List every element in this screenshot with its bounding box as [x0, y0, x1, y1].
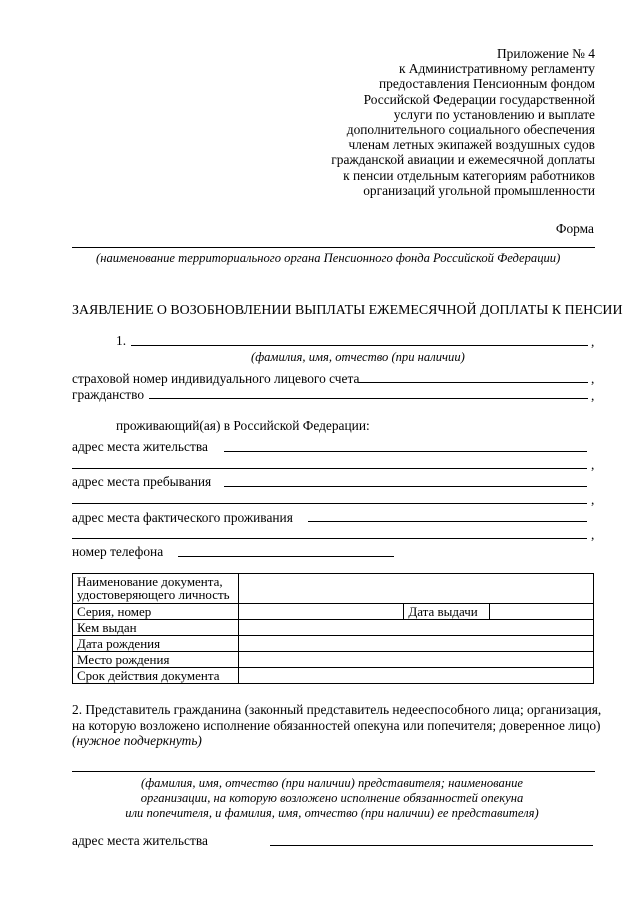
- series-number-label: Серия, номер: [73, 604, 239, 620]
- comma: ,: [591, 388, 595, 403]
- section1-number: 1.: [116, 333, 127, 348]
- issue-date-label: Дата выдачи: [404, 604, 490, 620]
- address-actual-field[interactable]: [308, 521, 587, 522]
- address-actual-label: адрес места фактического проживания: [72, 510, 293, 525]
- form-label: Форма: [555, 221, 594, 236]
- header-line: гражданской авиации и ежемесячной доплаты: [331, 152, 595, 168]
- doc-name-label-line2: удостоверяющего личность: [77, 587, 230, 602]
- snils-field[interactable]: [358, 382, 588, 383]
- representative-caption-line1: (фамилия, имя, отчество (при наличии) представителя; наименование: [141, 776, 523, 790]
- header-line: Приложение № 4: [496, 46, 595, 61]
- table-row: [73, 620, 594, 636]
- address-stay-field[interactable]: [224, 486, 587, 487]
- doc-name-label: Наименование документа,: [77, 574, 223, 589]
- birth-date-field[interactable]: [238, 636, 593, 652]
- header-line: к пенсии отдельным категориям работников: [343, 167, 595, 183]
- section2-underline-hint: (нужное подчеркнуть): [72, 733, 202, 748]
- birth-place-field[interactable]: [238, 652, 593, 668]
- table-row: [73, 668, 594, 684]
- validity-label: Срок действия документа: [73, 668, 239, 684]
- representative-field[interactable]: [72, 771, 595, 772]
- issued-by-field[interactable]: [238, 620, 593, 636]
- citizenship-field[interactable]: [149, 398, 588, 399]
- header-line: Российской Федерации государственной: [363, 91, 595, 107]
- phone-label: номер телефона: [72, 544, 164, 559]
- appendix-header: [295, 46, 595, 198]
- phone-field[interactable]: [178, 556, 394, 557]
- table-row: [73, 604, 594, 620]
- representative-address-field[interactable]: [270, 845, 593, 846]
- citizenship-label: гражданство: [72, 387, 145, 402]
- series-number-field[interactable]: [238, 604, 404, 620]
- fio-caption: (фамилия, имя, отчество (при наличии): [251, 350, 465, 364]
- organ-name-caption: (наименование территориального органа Пенсионного фонда Российской Федерации): [96, 251, 561, 265]
- doc-name-field[interactable]: [238, 574, 593, 604]
- residing-label: проживающий(ая) в Российской Федерации:: [116, 418, 370, 433]
- address-actual-field-line2[interactable]: [72, 538, 587, 539]
- fio-field[interactable]: [131, 345, 588, 346]
- header-line: услуги по установлению и выплате: [393, 106, 595, 122]
- comma: ,: [591, 492, 595, 507]
- organ-name-field[interactable]: [72, 247, 595, 248]
- comma: ,: [591, 334, 595, 349]
- table-row: [73, 636, 594, 652]
- validity-field[interactable]: [238, 668, 593, 684]
- header-line: организаций угольной промышленности: [363, 182, 595, 198]
- comma: ,: [591, 527, 595, 542]
- address-residence-field-line2[interactable]: [72, 468, 587, 469]
- header-line: дополнительного социального обеспечения: [346, 122, 595, 138]
- issue-date-field[interactable]: [490, 604, 594, 620]
- header-line: членам летных экипажей воздушных судов: [348, 137, 595, 153]
- birth-place-label: Место рождения: [73, 652, 239, 668]
- header-line: к Административному регламенту: [398, 61, 595, 77]
- section2-line2: на которую возложено исполнение обязанностей опекуна или попечителя; доверенное лицо): [72, 718, 601, 733]
- snils-label: страховой номер индивидуального лицевого счета: [72, 371, 360, 386]
- comma: ,: [591, 457, 595, 472]
- representative-address-label: адрес места жительства: [72, 833, 208, 848]
- comma: ,: [591, 371, 595, 386]
- address-residence-label: адрес места жительства: [72, 439, 208, 454]
- table-row: [73, 574, 594, 604]
- identity-document-table: [72, 573, 594, 684]
- representative-caption-line3: или попечителя, и фамилия, имя, отчество (при наличии) ее представителя): [125, 806, 539, 820]
- header-line: предоставления Пенсионным фондом: [379, 76, 595, 92]
- address-stay-label: адрес места пребывания: [72, 474, 212, 489]
- birth-date-label: Дата рождения: [73, 636, 239, 652]
- address-stay-field-line2[interactable]: [72, 503, 587, 504]
- document-title: ЗАЯВЛЕНИЕ О ВОЗОБНОВЛЕНИИ ВЫПЛАТЫ ЕЖЕМЕСЯЧНОЙ ДОПЛАТЫ К ПЕНСИИ: [72, 303, 623, 318]
- issued-by-label: Кем выдан: [73, 620, 239, 636]
- representative-caption-line2: организации, на которую возложено исполнение обязанностей опекуна: [140, 791, 524, 805]
- table-label-cell: [73, 574, 239, 604]
- address-residence-field[interactable]: [224, 451, 587, 452]
- table-row: [73, 652, 594, 668]
- section2-line1: 2. Представитель гражданина (законный представитель недееспособного лица; организация,: [72, 702, 602, 717]
